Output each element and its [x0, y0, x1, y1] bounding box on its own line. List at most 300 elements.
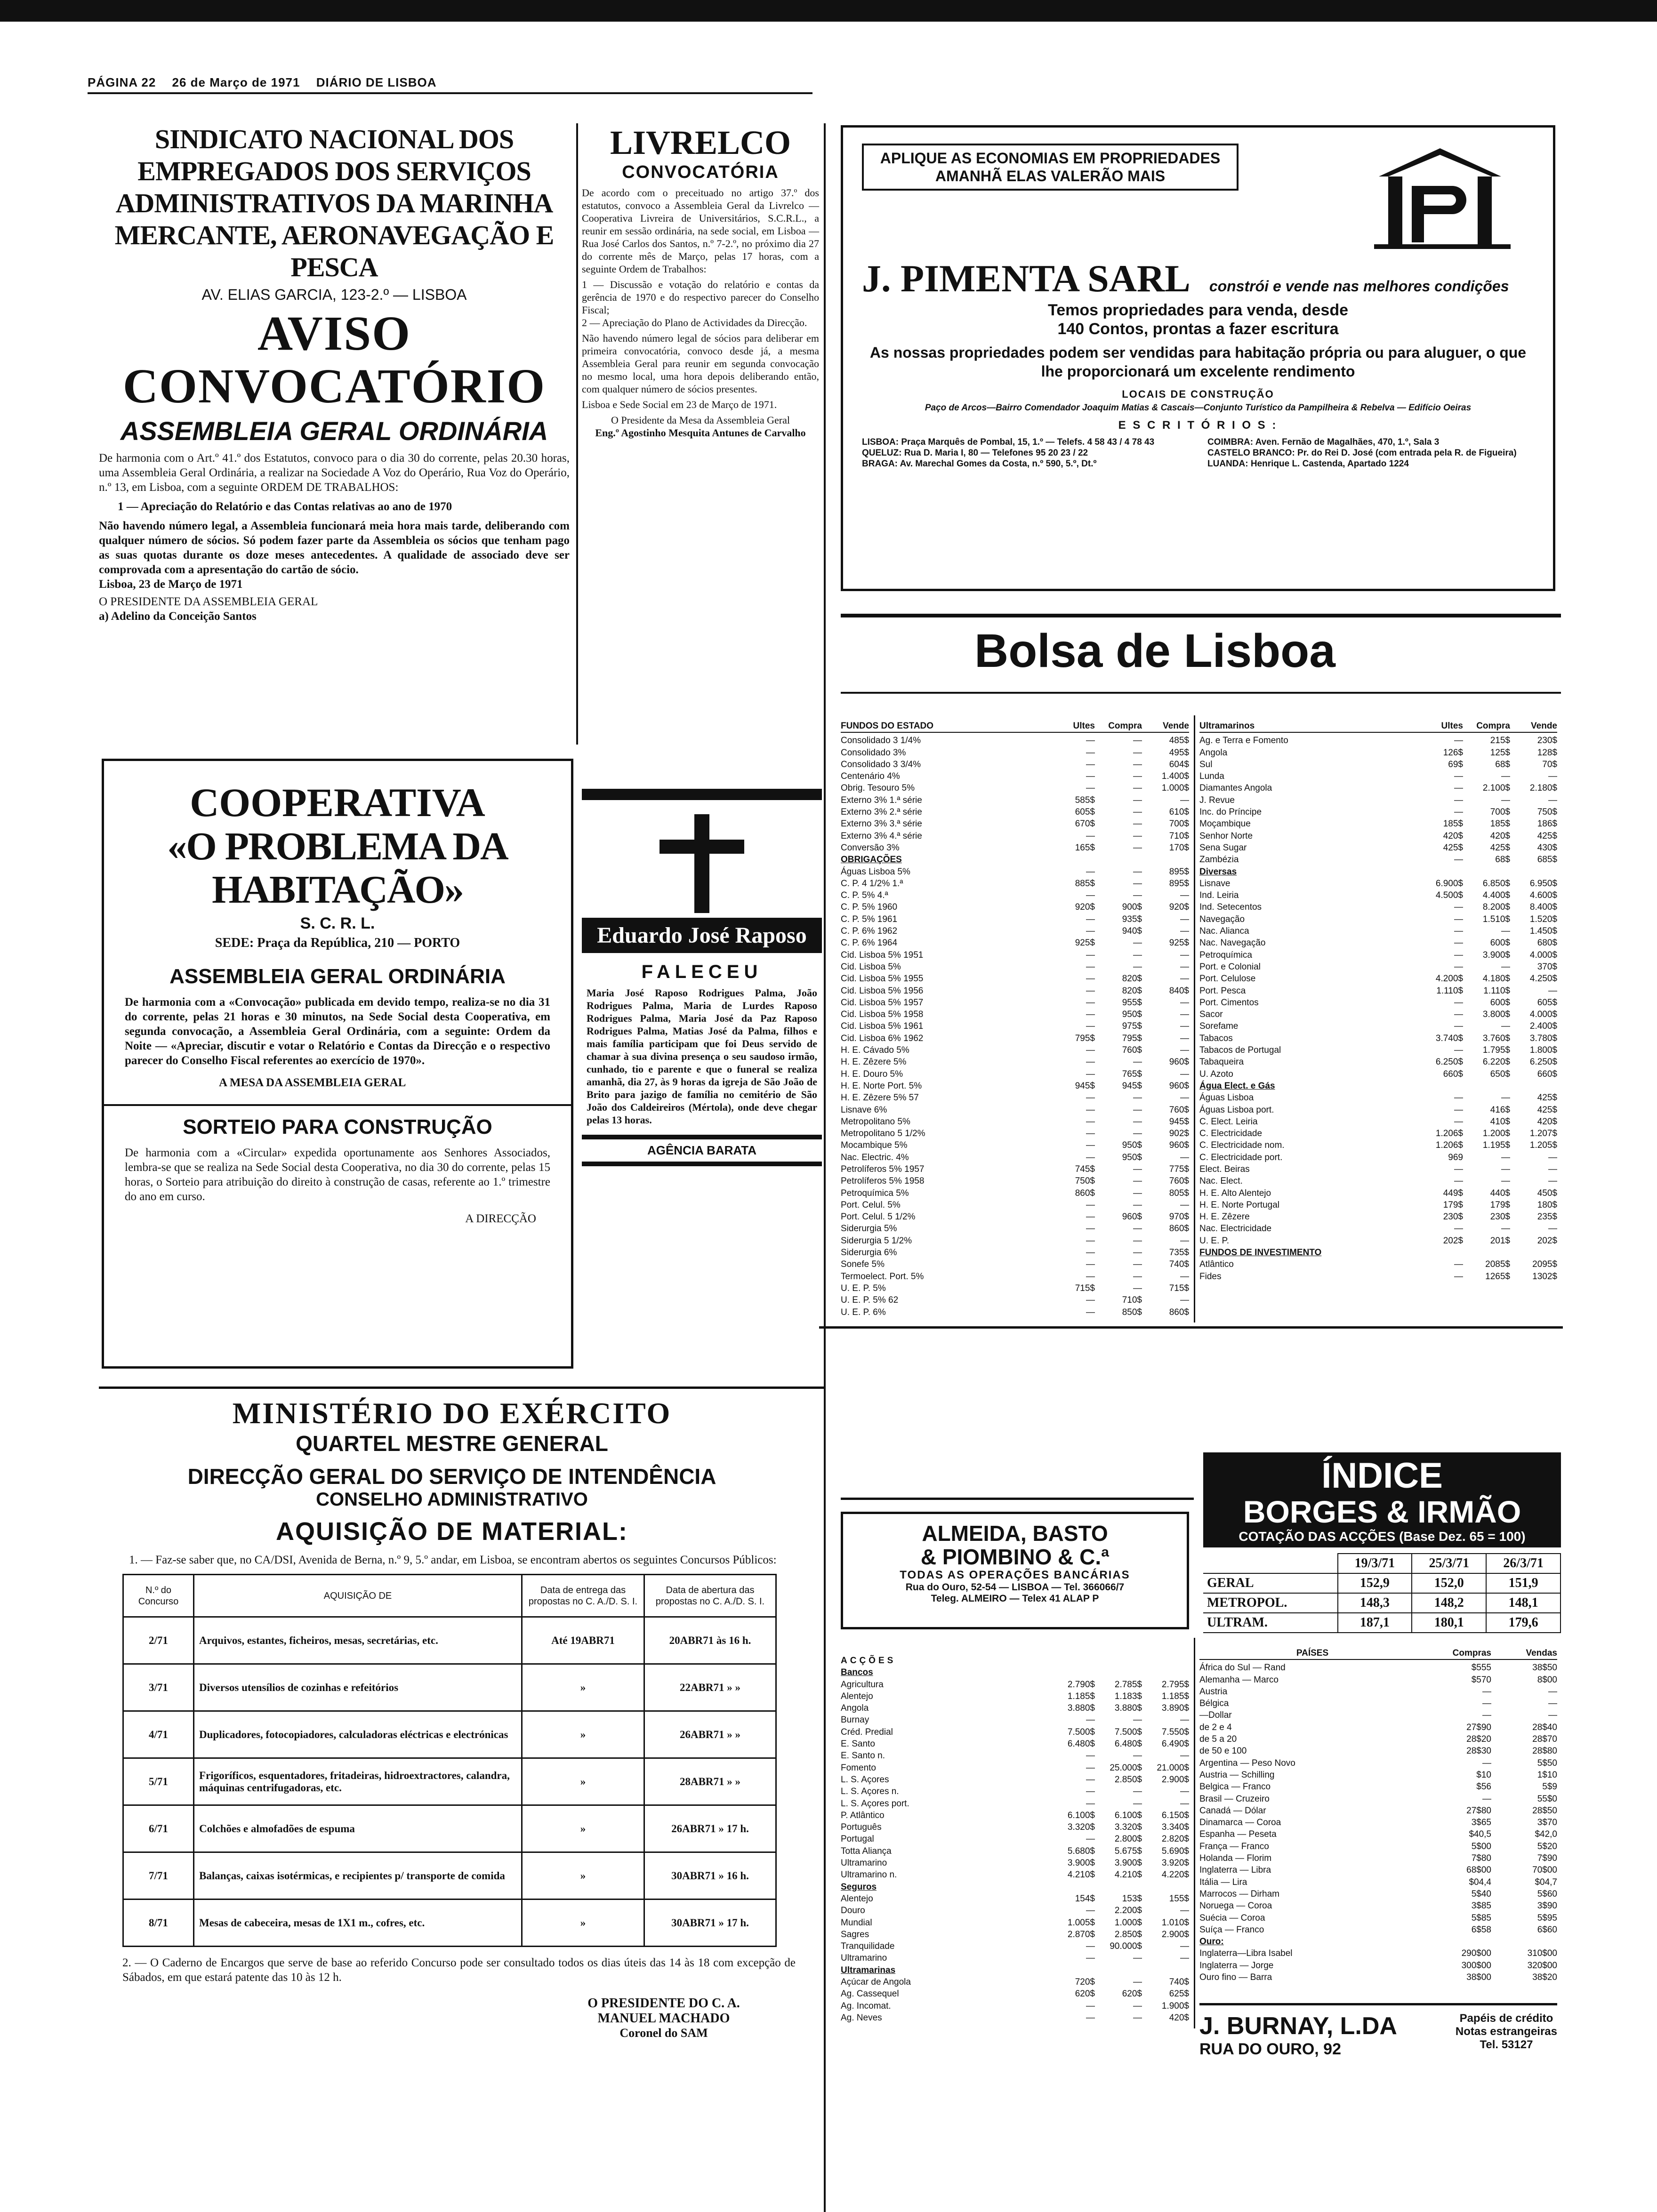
row-value: — [1133, 1271, 1142, 1282]
indice-row-value: 152,9 [1338, 1573, 1412, 1593]
row-value: 4.500$ [1435, 890, 1463, 901]
row-value: 1.000$ [1161, 783, 1189, 793]
row-value: 128$ [1537, 747, 1557, 758]
concursos-header-entrega: Data de entrega das propostas no C. A./D. S. I. [522, 1575, 644, 1617]
row-value: 950$ [1122, 1010, 1142, 1020]
row-value: — [1454, 950, 1463, 960]
row-value: 55$0 [1537, 1794, 1557, 1804]
ministerio-paragraph-2: 2. — O Caderno de Encargos que serve de base ao referido Concurso pode ser consultado todos os dias úteis das 14 às 18 com excepção de Sábados, em que estará patente das 10 às 12 h. [122, 1956, 796, 1984]
row-value: 585$ [1075, 795, 1095, 805]
table-row [841, 1821, 1189, 1833]
row-value: — [1180, 1941, 1189, 1952]
row-value: 425$ [1537, 1105, 1557, 1115]
table-row [841, 842, 1189, 854]
row-value: $570 [1471, 1675, 1491, 1685]
concurso-item: Frigoríficos, esquentadores, fritadeiras, hidroextractores, calandra, máquinas centrifugadoras, etc. [194, 1758, 522, 1805]
row-value: — [1180, 1010, 1189, 1020]
row-value: — [1086, 2012, 1095, 2023]
row-value: — [1133, 1283, 1142, 1293]
row-label: Port. Celul. 5 1/2% [841, 1212, 916, 1222]
almeida-line-4: Rua do Ouro, 52-54 — LISBOA — Tel. 366066/7 [905, 1582, 1125, 1593]
table-row [841, 782, 1189, 794]
row-label: Cid. Lisboa 5% [841, 962, 901, 972]
table-row [1199, 1709, 1557, 1721]
table-row [1199, 1092, 1557, 1104]
row-value: — [1133, 866, 1142, 877]
row-label: Ultramarino [841, 1858, 887, 1868]
row-value: — [1133, 1093, 1142, 1103]
table-row [841, 1833, 1189, 1845]
row-value: — [1086, 1105, 1095, 1115]
ministerio-signature-3: Coronel do SAM [619, 2026, 708, 2040]
row-value [1048, 1881, 1095, 1893]
row-value: 28$80 [1532, 1746, 1557, 1756]
row-value: — [1180, 926, 1189, 937]
row-value: 6.950$ [1529, 878, 1557, 889]
row-value: 3.880$ [1067, 1703, 1095, 1714]
row-label: Cid. Lisboa 5% 1958 [841, 1010, 924, 1020]
indice-title: ÍNDICE [1321, 1456, 1443, 1496]
row-value: 960$ [1169, 1081, 1189, 1091]
row-value: 605$ [1075, 807, 1095, 817]
ministerio-conselho: CONSELHO ADMINISTRATIVO [316, 1489, 588, 1510]
row-value: — [1133, 1248, 1142, 1258]
row-value: $04,4 [1469, 1877, 1491, 1887]
row-value: 235$ [1537, 1212, 1557, 1222]
concurso-number: 8/71 [123, 1899, 194, 1947]
row-label: Diamantes Angola [1199, 783, 1272, 793]
concurso-item: Mesas de cabeceira, mesas de 1X1 m., cofres, etc. [194, 1899, 522, 1947]
row-value: 2.180$ [1529, 783, 1557, 793]
row-value: 450$ [1537, 1188, 1557, 1198]
row-value: 430$ [1537, 842, 1557, 853]
row-value: 5$95 [1537, 1913, 1557, 1923]
table-row [841, 1810, 1189, 1821]
row-value: — [1086, 1834, 1095, 1844]
table-row [1199, 1769, 1557, 1781]
row-value [1463, 866, 1510, 878]
almeida-advert [841, 1512, 1189, 1629]
sindicato-paragraph-3: Não havendo número legal, a Assembleia funcionará meia hora mais tarde, deliberando com qualquer número de sócios. Só podem fazer parte da Assembleia os sócios que tenham pago as suas quotas durante os doze meses antecedentes. A qualidade de associado deve ser comprovada com a apresentação do cartão de sócio. [99, 520, 570, 576]
row-value: — [1086, 1057, 1095, 1067]
row-label: C. P. 5% 1961 [841, 914, 898, 924]
row-value: — [1086, 1763, 1095, 1773]
row-label: Belgica — Franco [1199, 1782, 1271, 1792]
row-value: — [1454, 1164, 1463, 1174]
row-value: 700$ [1490, 807, 1510, 817]
table-row [1199, 1116, 1557, 1128]
row-value: 860$ [1075, 1188, 1095, 1198]
row-label: Angola [841, 1703, 869, 1714]
row-label: Português [841, 1822, 882, 1833]
row-value: — [1180, 1235, 1189, 1246]
row-label: Lisnave 6% [841, 1105, 887, 1115]
row-value: — [1454, 938, 1463, 948]
concurso-abertura: 30ABR71 » 16 h. [644, 1852, 776, 1899]
row-value: 3$70 [1537, 1818, 1557, 1828]
row-label: Externo 3% 3.ª série [841, 819, 922, 829]
table-row [841, 997, 1189, 1009]
table-row [841, 1667, 1189, 1678]
table-row [841, 925, 1189, 937]
row-value: 710$ [1122, 1295, 1142, 1306]
burnay-name: J. BURNAY, L.DA [1199, 2012, 1397, 2040]
row-value: — [1086, 2001, 1095, 2011]
table-row [841, 1738, 1189, 1750]
table-row [841, 1857, 1189, 1869]
bolsa-mid-rule [1194, 715, 1195, 1322]
table-row [841, 1881, 1189, 1893]
row-label: Holanda — Florim [1199, 1853, 1272, 1864]
row-value: — [1180, 1152, 1189, 1162]
table-row [1199, 1020, 1557, 1032]
row-label: Nac. Electricidade [1199, 1224, 1272, 1234]
livrelco-signature-1: O Presidente da Mesa da Assembleia Geral [611, 414, 790, 426]
indice-row-label: GERAL [1203, 1573, 1338, 1593]
table-row [841, 878, 1189, 890]
indice-table [1203, 1553, 1561, 1633]
row-label: Inglaterra — Jorge [1199, 1960, 1274, 1971]
indice-row-value: 148,3 [1338, 1593, 1412, 1613]
deceased-name: Eduardo José Raposo [582, 918, 822, 953]
row-label: Petroquímica [1199, 950, 1252, 960]
office-luanda: LUANDA: Henrique L. Castenda, Apartado 1224 [1207, 459, 1409, 469]
indice-company: BORGES & IRMÃO [1243, 1494, 1521, 1529]
row-label: França — Franco [1199, 1841, 1269, 1851]
row-value: 600$ [1490, 997, 1510, 1008]
concurso-entrega: » [522, 1758, 644, 1805]
row-value: 1.185$ [1161, 1691, 1189, 1701]
row-value: 8$00 [1537, 1675, 1557, 1685]
row-value: — [1086, 771, 1095, 782]
row-value [1510, 1080, 1557, 1092]
row-value: — [1454, 855, 1463, 865]
table-row [841, 901, 1189, 913]
row-value: 925$ [1169, 938, 1189, 948]
row-value: 604$ [1169, 759, 1189, 769]
row-value: — [1180, 974, 1189, 984]
row-value: 8.200$ [1482, 902, 1510, 913]
pimenta-logo-icon [1369, 144, 1511, 252]
row-value: — [1133, 950, 1142, 960]
row-value: 425$ [1537, 1093, 1557, 1103]
row-value: 4.180$ [1482, 974, 1510, 984]
concursos-header-aquisicao: AQUISIÇÃO DE [194, 1575, 522, 1617]
table-row [841, 914, 1189, 925]
row-label: Ag. Cassequel [841, 1989, 899, 1999]
row-value: 735$ [1169, 1248, 1189, 1258]
row-value [1425, 1936, 1491, 1948]
table-row [1199, 985, 1557, 997]
row-label: H. E. Douro 5% [841, 1069, 903, 1079]
table-row [1199, 1912, 1557, 1924]
row-label: de 2 e 4 [1199, 1722, 1232, 1732]
table-row [1199, 1972, 1557, 1983]
row-label: Cid. Lisboa 5% 1955 [841, 974, 924, 984]
row-value: 1.800$ [1529, 1045, 1557, 1056]
table-row [841, 1917, 1189, 1929]
table-row [841, 1964, 1189, 1976]
table-row [1199, 842, 1557, 854]
row-label: Cid. Lisboa 6% 1962 [841, 1033, 924, 1043]
table-row [841, 806, 1189, 818]
row-label: Angola [1199, 747, 1228, 758]
row-value [1095, 1964, 1142, 1976]
row-value: — [1501, 795, 1510, 805]
row-value: — [1133, 1129, 1142, 1139]
row-value: 2.400$ [1529, 1021, 1557, 1032]
row-label: Consolidado 3 3/4% [841, 759, 921, 769]
row-label: Itália — Lira [1199, 1877, 1247, 1887]
concurso-entrega: » [522, 1711, 644, 1758]
row-value: — [1454, 795, 1463, 805]
row-value: $56 [1476, 1782, 1491, 1792]
table-row [1199, 1247, 1557, 1258]
row-value: — [1133, 842, 1142, 853]
row-label: Ouro: [1199, 1937, 1224, 1947]
row-label: Alentejo [841, 1691, 873, 1701]
row-label: Água Elect. e Gás [1199, 1081, 1275, 1091]
row-label: Ag. Neves [841, 2012, 882, 2023]
row-value: 975$ [1122, 1021, 1142, 1032]
row-value: 2.790$ [1067, 1679, 1095, 1690]
row-label: L. S. Açores n. [841, 1787, 899, 1797]
row-label: Inc. do Príncipe [1199, 807, 1262, 817]
indice-row-value: 179,6 [1486, 1613, 1560, 1633]
table-row [1199, 1235, 1557, 1247]
row-label: Águas Lisboa 5% [841, 866, 910, 877]
sindicato-notice [99, 123, 570, 624]
row-value: — [1454, 962, 1463, 972]
row-value: — [1133, 2012, 1142, 2023]
row-value: — [1133, 1235, 1142, 1246]
row-value: 7.500$ [1067, 1727, 1095, 1737]
cooperativa-sede: SEDE: Praça da República, 210 — PORTO [215, 936, 460, 950]
row-label: U. Azoto [1199, 1069, 1233, 1079]
row-label: Créd. Predial [841, 1727, 893, 1737]
indice-row-value: 152,0 [1412, 1573, 1486, 1593]
office-braga: BRAGA: Av. Marechal Gomes da Costa, n.º 590, 5.º, Dt.º [862, 459, 1097, 469]
row-label: Petroquímica 5% [841, 1188, 909, 1198]
row-value: 3$90 [1537, 1901, 1557, 1911]
row-value: 3$65 [1471, 1818, 1491, 1828]
row-value: 902$ [1169, 1129, 1189, 1139]
row-value: 68$00 [1466, 1865, 1491, 1875]
table-row [841, 961, 1189, 973]
row-value: — [1133, 1224, 1142, 1234]
bolsa-right-header-name: Ultramarinos [1199, 721, 1255, 731]
row-value: 950$ [1122, 1140, 1142, 1151]
concurso-number: 5/71 [123, 1758, 194, 1805]
row-value: — [1086, 1140, 1095, 1151]
row-label: Tabacos de Portugal [1199, 1045, 1281, 1056]
row-value: — [1086, 1295, 1095, 1306]
table-row [841, 1020, 1189, 1032]
row-label: H. E. Zêzere [1199, 1212, 1250, 1222]
row-value: 230$ [1490, 1212, 1510, 1222]
row-value: 750$ [1537, 807, 1557, 817]
row-label: Nac. Alianca [1199, 926, 1249, 937]
concursos-header-abertura: Data de abertura das propostas no C. A./D. S. I. [644, 1575, 776, 1617]
row-value: — [1086, 1152, 1095, 1162]
row-label: C. P. 5% 4.ª [841, 890, 888, 901]
row-value: 4.250$ [1529, 974, 1557, 984]
row-value: 3.890$ [1161, 1703, 1189, 1714]
row-value: 3.760$ [1482, 1033, 1510, 1043]
row-label: H. E. Zêzere 5% [841, 1057, 907, 1067]
row-value: 760$ [1122, 1045, 1142, 1056]
row-value: 6$60 [1537, 1924, 1557, 1935]
row-label: Navegação [1199, 914, 1245, 924]
table-row [1199, 1211, 1557, 1223]
indice-row-value: 148,2 [1412, 1593, 1486, 1613]
sindicato-paragraph-2: 1 — Apreciação do Relatório e das Contas relativas ao ano de 1970 [118, 500, 452, 513]
row-value: — [1086, 1235, 1095, 1246]
bolsa-right-header-ultes: Ultes [1441, 721, 1463, 731]
header-rule [88, 92, 812, 94]
row-value: — [1086, 974, 1095, 984]
row-value: 6.150$ [1161, 1810, 1189, 1820]
row-value: — [1133, 1977, 1142, 1988]
table-row [841, 1068, 1189, 1080]
bolsa-top-rule [841, 614, 1561, 617]
table-row [841, 854, 1189, 866]
accoes-mid-rule [1194, 1638, 1195, 2028]
row-value: — [1133, 819, 1142, 829]
row-label: Espanha — Peseta [1199, 1829, 1277, 1840]
row-value: 1.200$ [1482, 1129, 1510, 1139]
row-value: 155$ [1169, 1893, 1189, 1904]
row-value: — [1133, 938, 1142, 948]
table-row [841, 1714, 1189, 1726]
burnay-note-3: Tel. 53127 [1480, 2038, 1533, 2051]
table-row [841, 1306, 1189, 1318]
row-value: 5$85 [1471, 1913, 1491, 1923]
concurso-item: Duplicadores, fotocopiadores, calculadoras eléctricas e electrónicas [194, 1711, 522, 1758]
row-value: 370$ [1537, 962, 1557, 972]
row-label: Cid. Lisboa 5% 1951 [841, 950, 924, 960]
row-value: — [1086, 1271, 1095, 1282]
cooperativa-paragraph-1: De harmonia com a «Convocação» publicada em devido tempo, realiza-se no dia 31 do corrente, pelas 21 horas e 30 minutos, na Sede Social desta Cooperativa, em segunda convocação, a Assembleia Geral Ordinária, com a seguinte: Ordem da Noite — «Apreciar, discutir e votar o Relatório e Contas da Direcção e o respectivo parecer do Conselho Fiscal referentes ao exercício de 1970». [125, 996, 550, 1067]
row-value: 2095$ [1532, 1259, 1557, 1270]
row-label: de 5 a 20 [1199, 1734, 1237, 1745]
funeral-agency: AGÊNCIA BARATA [647, 1143, 757, 1157]
row-label: H. E. Alto Alentejo [1199, 1188, 1271, 1198]
table-row [1199, 1044, 1557, 1056]
indice-subtitle: COTAÇÃO DAS ACÇÕES (Base Dez. 65 = 100) [1239, 1529, 1526, 1544]
row-value [1095, 1667, 1142, 1678]
page-top-bar [0, 0, 1657, 22]
row-value: — [1180, 1787, 1189, 1797]
row-label: E. Santo [841, 1739, 875, 1749]
row-value: — [1133, 1259, 1142, 1270]
row-value: — [1086, 986, 1095, 996]
row-value [1142, 1881, 1189, 1893]
row-value: — [1086, 1248, 1095, 1258]
row-value [1510, 866, 1557, 878]
row-label: Mundial [841, 1917, 872, 1928]
row-value: 2.820$ [1161, 1834, 1189, 1844]
row-label: C. Elect. Leiria [1199, 1116, 1258, 1127]
row-value: 1.195$ [1482, 1140, 1510, 1151]
row-value: 7$80 [1471, 1853, 1491, 1864]
assembleia-heading: ASSEMBLEIA GERAL ORDINÁRIA [120, 416, 548, 446]
table-row [1199, 747, 1557, 759]
row-value: 1.900$ [1161, 2001, 1189, 2011]
row-label: L. S. Açores port. [841, 1798, 909, 1809]
row-label: Burnay [841, 1715, 869, 1725]
concurso-item: Diversos utensílios de cozinhas e refeitórios [194, 1664, 522, 1711]
row-value: 420$ [1537, 1116, 1557, 1127]
table-row [841, 949, 1189, 961]
row-value [1048, 1667, 1095, 1678]
concurso-number: 6/71 [123, 1805, 194, 1852]
table-row [1199, 1888, 1557, 1900]
concurso-item: Colchões e almofadões de espuma [194, 1805, 522, 1852]
row-label: Atlântico [1199, 1259, 1234, 1270]
row-value [1142, 854, 1189, 866]
table-row [1199, 1733, 1557, 1745]
cooperativa-name: «O PROBLEMA DA HABITAÇÃO» [167, 825, 508, 912]
table-row [841, 1128, 1189, 1139]
table-row [841, 1294, 1189, 1306]
row-value: — [1086, 1200, 1095, 1210]
row-label: Ind. Leiria [1199, 890, 1239, 901]
row-value: — [1133, 1188, 1142, 1198]
table-row [1199, 937, 1557, 949]
row-value: 895$ [1169, 878, 1189, 889]
table-row [1199, 1828, 1557, 1840]
row-label: J. Revue [1199, 795, 1235, 805]
row-value: 925$ [1075, 938, 1095, 948]
row-value: 1.000$ [1114, 1917, 1142, 1928]
table-row [1199, 1068, 1557, 1080]
row-value: 1.183$ [1114, 1691, 1142, 1701]
row-value: — [1180, 997, 1189, 1008]
row-value: — [1086, 1224, 1095, 1234]
row-value: — [1133, 962, 1142, 972]
row-value [1095, 1881, 1142, 1893]
table-row [1199, 1662, 1557, 1674]
row-value: 230$ [1537, 736, 1557, 746]
row-value: 960$ [1169, 1140, 1189, 1151]
office-lisboa: LISBOA: Praça Marquês de Pombal, 15, 1.º — Telefs. 4 58 43 / 4 78 43 [862, 437, 1155, 447]
row-label: Lisnave [1199, 878, 1231, 889]
row-value: 416$ [1490, 1105, 1510, 1115]
indice-date-2: 25/3/71 [1412, 1554, 1486, 1573]
row-value: — [1086, 1259, 1095, 1270]
row-value: 28$30 [1466, 1746, 1491, 1756]
table-row [841, 1952, 1189, 1964]
concurso-abertura: 26ABR71 » 17 h. [644, 1805, 776, 1852]
table-row [841, 1869, 1189, 1881]
table-row [1199, 1187, 1557, 1199]
pimenta-line-1: Temos propriedades para venda, desde [1047, 301, 1349, 319]
row-label: Consolidado 3% [841, 747, 906, 758]
row-value: 6.850$ [1482, 878, 1510, 889]
row-value: 955$ [1122, 997, 1142, 1008]
row-label: C. Electricidade port. [1199, 1152, 1283, 1162]
row-label: Inglaterra—Libra Isabel [1199, 1948, 1293, 1959]
row-value: 410$ [1490, 1116, 1510, 1127]
concurso-abertura: 30ABR71 » 17 h. [644, 1899, 776, 1947]
table-row [841, 1679, 1189, 1691]
row-value: — [1133, 1116, 1142, 1127]
row-label: C. P. 6% 1964 [841, 938, 898, 948]
ministerio-direccao: DIRECÇÃO GERAL DO SERVIÇO DE INTENDÊNCIA [187, 1464, 716, 1489]
row-value: 945$ [1169, 1116, 1189, 1127]
table-row [1199, 1163, 1557, 1175]
